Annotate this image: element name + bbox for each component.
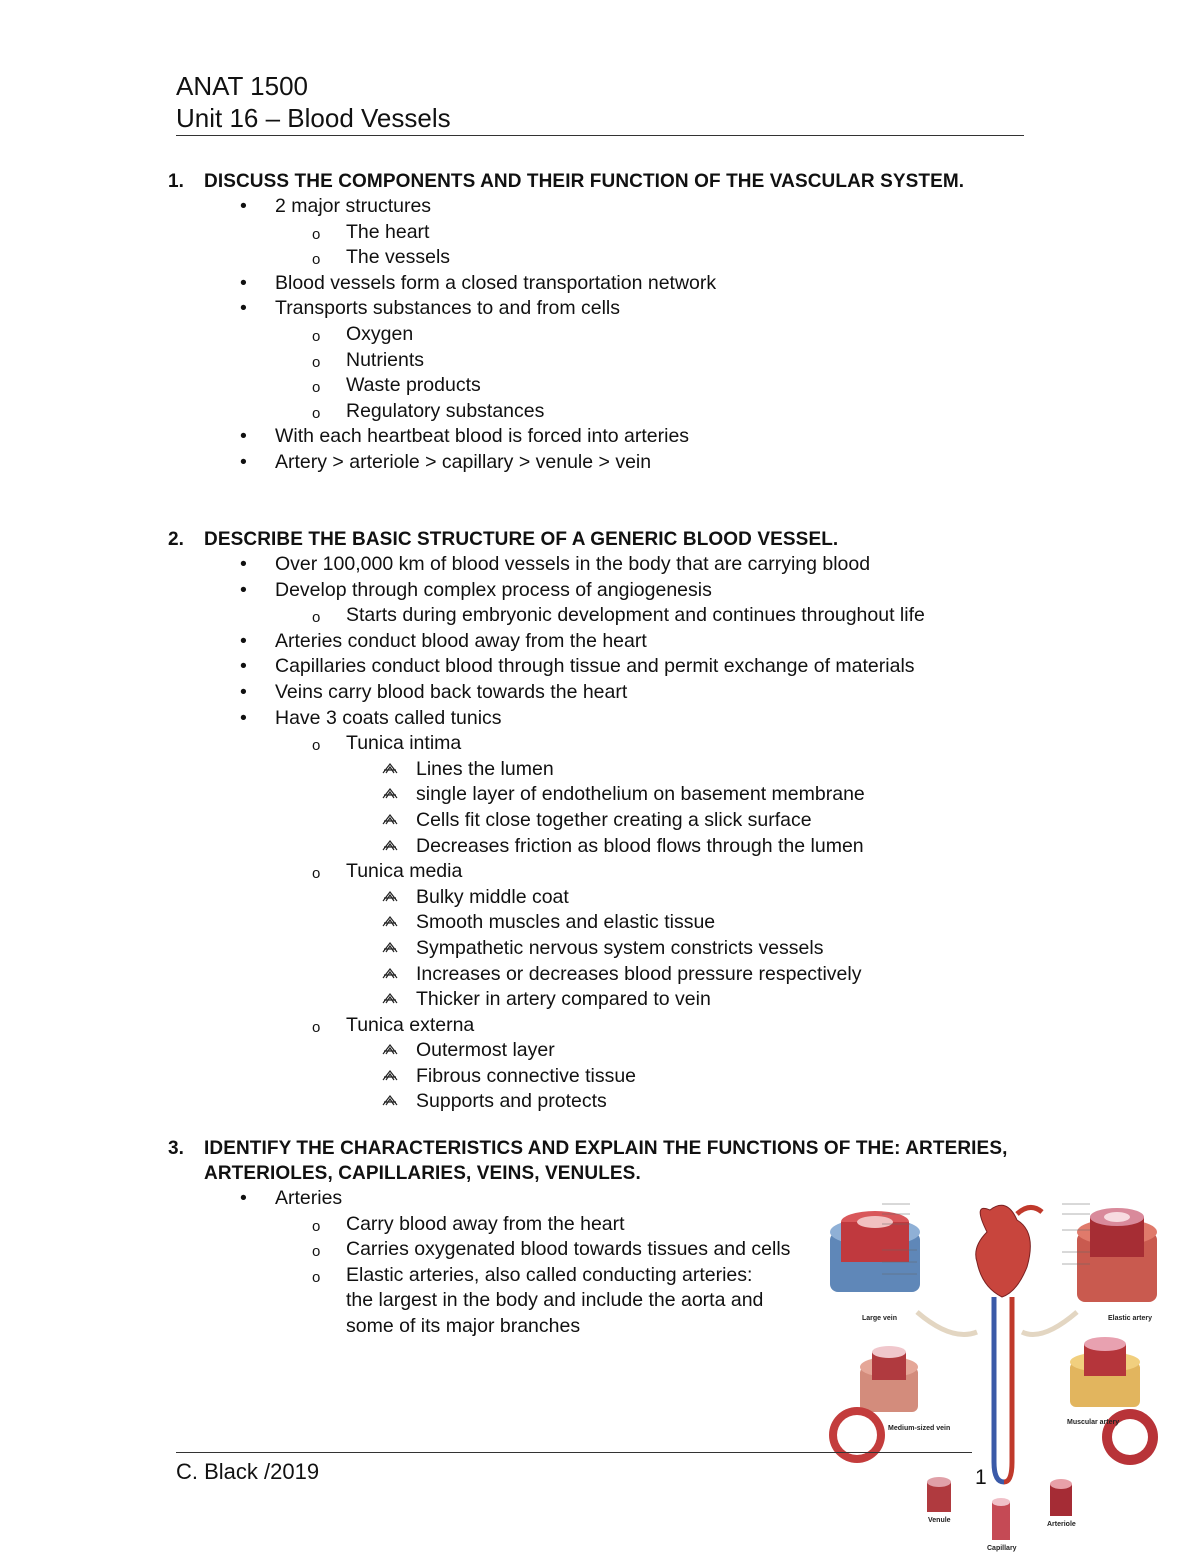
muscular-artery-illustration: [1070, 1337, 1140, 1407]
sub-item: o The heart: [168, 220, 1028, 246]
medium-vein-illustration: [860, 1346, 918, 1412]
list-item: • Develop through complex process of angiogenesis o Starts during embryonic development and continues throughout life: [168, 578, 1028, 629]
bullet-icon: •: [240, 425, 247, 448]
arrow-bullet-icon: [382, 757, 398, 783]
circle-icon: o: [312, 1268, 321, 1286]
arrow-bullet-icon: [382, 885, 398, 911]
arrow-bullet-icon: [382, 1038, 398, 1064]
list-item: • Have 3 coats called tunics o Tunica intima Lines the lumen single layer of endothelium on basement membrane Cells fit close together creating a slick surface Decreases friction as blood flows through the lumen o Tunica media Bulky middle coat Smooth muscles and elastic tissue Sympathetic nervous system constricts vessels Increases or decreases blood pressure respectively Thicker in artery compared to vein o Tunica externa Outermost layer Fibrous connective tissue Supports and protects: [168, 706, 1028, 1116]
section-title: DISCUSS THE COMPONENTS AND THEIR FUNCTION OF THE VASCULAR SYSTEM.: [204, 171, 965, 192]
tunic-point: Supports and protects: [168, 1089, 1028, 1115]
tunic-point: Increases or decreases blood pressure respectively: [168, 962, 1028, 988]
bullet-icon: •: [240, 1187, 247, 1209]
arrow-bullet-icon: [382, 910, 398, 936]
large-vein-illustration: [830, 1211, 920, 1292]
list-item: • Arteries conduct blood away from the heart: [168, 629, 1028, 655]
circle-icon: o: [312, 404, 321, 422]
list-item: • Arteries o Carry blood away from the heart o Carries oxygenated blood towards tissues and cells o Elastic arteries, also called conducting arteries: the largest in the body and include the aorta and some of its major branches: [168, 1186, 1028, 1340]
blood-vessel-figure: [822, 1192, 1160, 1552]
bullet-icon: •: [240, 297, 247, 320]
circle-icon: o: [312, 353, 321, 371]
circle-icon: o: [312, 327, 321, 345]
arrow-bullet-icon: [382, 1089, 398, 1115]
figure-caption: Muscular artery: [1067, 1419, 1120, 1426]
list-item: • Artery > arteriole > capillary > venule > vein: [168, 450, 1028, 476]
bullet-icon: •: [240, 553, 247, 575]
arrow-bullet-icon: [382, 962, 398, 988]
sub-item: o Oxygen: [168, 322, 1028, 348]
arrow-bullet-icon: [382, 834, 398, 860]
tunic-point: Fibrous connective tissue: [168, 1064, 1028, 1090]
circle-icon: o: [312, 1243, 321, 1261]
unit-title: Unit 16 – Blood Vessels: [176, 103, 451, 133]
sub-item: o Carry blood away from the heart: [168, 1212, 1028, 1238]
bullet-icon: •: [240, 629, 247, 652]
tunic-point: Decreases friction as blood flows through the lumen: [168, 834, 1028, 860]
sub-item: o Waste products: [168, 373, 1028, 399]
list-item: • Capillaries conduct blood through tissue and permit exchange of materials: [168, 654, 1028, 680]
tunic-point: Smooth muscles and elastic tissue: [168, 910, 1028, 936]
sub-item: o Starts during embryonic development and continues throughout life: [168, 603, 1028, 629]
arrow-bullet-icon: [382, 808, 398, 834]
list-item: • Transports substances to and from cells o Oxygen o Nutrients o Waste products o Regulatory substances: [168, 296, 1028, 424]
tunic-point: Bulky middle coat: [168, 885, 1028, 911]
tunic-item: o Tunica externa Outermost layer Fibrous connective tissue Supports and protects: [168, 1013, 1028, 1115]
elastic-artery-illustration: [1077, 1208, 1157, 1302]
bullet-icon: •: [240, 706, 247, 729]
tunic-item: o Tunica media Bulky middle coat Smooth muscles and elastic tissue Sympathetic nervous system constricts vessels Increases or decreases blood pressure respectively Thicker in artery compared to vein: [168, 859, 1028, 1013]
section-heading: [168, 527, 1028, 552]
circle-icon: o: [312, 251, 321, 269]
tunic-point: single layer of endothelium on basement membrane: [168, 782, 1028, 808]
arrow-bullet-icon: [382, 987, 398, 1013]
tunic-item: o Tunica intima Lines the lumen single layer of endothelium on basement membrane Cells fit close together creating a slick surface Decreases friction as blood flows through the lumen: [168, 731, 1028, 859]
section-2: [168, 527, 1028, 1115]
arrow-bullet-icon: [382, 936, 398, 962]
sub-item: o The vessels: [168, 245, 1028, 271]
tunic-point: Cells fit close together creating a slick surface: [168, 808, 1028, 834]
circle-icon: o: [312, 1018, 321, 1036]
bullet-icon: •: [240, 450, 247, 473]
sub-item: o Nutrients: [168, 348, 1028, 374]
circle-icon: o: [312, 865, 321, 883]
tunic-point: Lines the lumen: [168, 757, 1028, 783]
list-item: • Blood vessels form a closed transportation network: [168, 271, 1028, 297]
section-number: 2.: [168, 529, 184, 550]
list-item: • 2 major structures o The heart o The vessels: [168, 194, 1028, 271]
section-1: [168, 169, 1028, 476]
circle-icon: o: [312, 737, 321, 755]
tunic-point: Outermost layer: [168, 1038, 1028, 1064]
sub-item: o Carries oxygenated blood towards tissues and cells: [168, 1237, 1028, 1263]
figure-caption: Venule: [928, 1517, 951, 1524]
bullet-icon: •: [240, 195, 247, 217]
bullet-icon: •: [240, 578, 247, 601]
section-heading: [168, 1136, 1028, 1186]
figure-caption: Arteriole: [1047, 1521, 1076, 1528]
circle-icon: o: [312, 609, 321, 627]
arrow-bullet-icon: [382, 782, 398, 808]
section-title: DESCRIBE THE BASIC STRUCTURE OF A GENERIC BLOOD VESSEL.: [204, 529, 839, 550]
page-number: 1: [975, 1466, 987, 1489]
circle-icon: o: [312, 379, 321, 397]
circle-icon: o: [312, 225, 321, 243]
section-heading: [168, 169, 1028, 194]
section-number: 1.: [168, 171, 184, 192]
section-number: 3.: [168, 1138, 184, 1159]
list-item: • Veins carry blood back towards the heart: [168, 680, 1028, 706]
bullet-icon: •: [240, 655, 247, 678]
bullet-icon: •: [240, 271, 247, 294]
footer-rule: [176, 1452, 972, 1453]
document-header: [176, 70, 1024, 134]
bullet-icon: •: [240, 680, 247, 703]
list-item: • Over 100,000 km of blood vessels in the body that are carrying blood: [168, 552, 1028, 578]
course-code: ANAT 1500: [176, 71, 309, 101]
header-rule: [176, 135, 1024, 136]
sub-item: o Elastic arteries, also called conducting arteries: the largest in the body and include the aorta and some of its major branches: [312, 1263, 764, 1337]
section-title: IDENTIFY THE CHARACTERISTICS AND EXPLAIN THE FUNCTIONS OF THE: ARTERIES, ARTERIOLES, CAPILLARIES, VEINS, VENULES.: [204, 1138, 1008, 1184]
sub-item: o Regulatory substances: [168, 399, 1028, 425]
figure-caption: Medium-sized vein: [888, 1425, 951, 1432]
list-item: • With each heartbeat blood is forced into arteries: [168, 424, 1028, 450]
tunic-point: Thicker in artery compared to vein: [168, 987, 1028, 1013]
figure-caption: Capillary: [987, 1545, 1017, 1552]
circle-icon: o: [312, 1217, 321, 1235]
footer-author: C. Black /2019: [176, 1459, 320, 1484]
figure-caption: Elastic artery: [1108, 1315, 1152, 1322]
figure-caption: Large vein: [862, 1315, 898, 1322]
arrow-bullet-icon: [382, 1064, 398, 1090]
tunic-point: Sympathetic nervous system constricts vessels: [168, 936, 1028, 962]
